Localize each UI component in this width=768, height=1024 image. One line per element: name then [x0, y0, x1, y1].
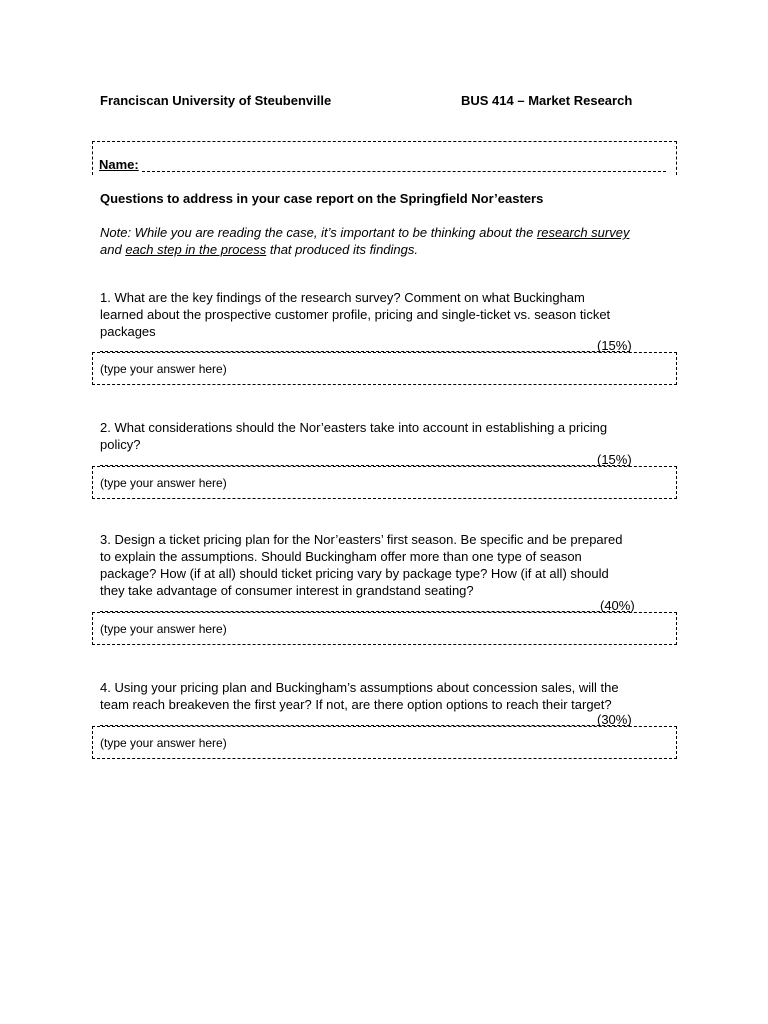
question-line: they take advantage of consumer interest in grandstand seating? — [100, 583, 474, 598]
name-underline — [142, 171, 666, 172]
name-box[interactable] — [92, 141, 677, 175]
note-text — [100, 224, 680, 258]
questions-title: Questions to address in your case report on the Springfield Nor’easters — [100, 191, 544, 206]
note-link-research-survey: research survey — [536, 225, 630, 240]
question-4 — [100, 679, 660, 713]
question-4-weight: (30%) — [597, 712, 632, 727]
note-link-each-step: each step in the process — [125, 242, 267, 257]
question-line: 4. Using your pricing plan and Buckingham’s assumptions about concession sales, will the — [100, 680, 619, 695]
question-line: packages — [100, 324, 156, 339]
note-part3: that produced its findings. — [266, 242, 418, 257]
question-line: 1. What are the key findings of the research survey? Comment on what Buckingham — [100, 290, 585, 305]
question-line: policy? — [100, 437, 141, 452]
question-1 — [100, 289, 660, 340]
question-line: to explain the assumptions. Should Buckingham offer more than one type of season — [100, 549, 582, 564]
answer-placeholder-2[interactable]: (type your answer here) — [100, 476, 227, 490]
note-part2: and — [100, 242, 126, 257]
question-line: learned about the prospective customer profile, pricing and single-ticket vs. season ticket — [100, 307, 611, 322]
question-2-weight: (15%) — [597, 452, 632, 467]
name-label: Name: — [99, 157, 139, 172]
note-part1: Note: While you are reading the case, it’s important to be thinking about the — [100, 225, 537, 240]
question-1-weight: (15%) — [597, 338, 632, 353]
answer-placeholder-3[interactable]: (type your answer here) — [100, 622, 227, 636]
question-line: team reach breakeven the first year? If not, are there option options to reach their target? — [100, 697, 612, 712]
course-title: BUS 414 – Market Research — [461, 93, 633, 108]
question-2 — [100, 419, 660, 453]
answer-placeholder-1[interactable]: (type your answer here) — [100, 362, 227, 376]
question-line: 3. Design a ticket pricing plan for the Nor’easters’ first season. Be specific and be prepared — [100, 532, 623, 547]
question-line: package? How (if at all) should ticket pricing vary by package type? How (if at all) should — [100, 566, 609, 581]
question-3-weight: (40%) — [600, 598, 635, 613]
question-line: 2. What considerations should the Nor’easters take into account in establishing a pricing — [100, 420, 608, 435]
answer-placeholder-4[interactable]: (type your answer here) — [100, 736, 227, 750]
question-3 — [100, 531, 660, 599]
institution-name: Franciscan University of Steubenville — [100, 93, 332, 108]
